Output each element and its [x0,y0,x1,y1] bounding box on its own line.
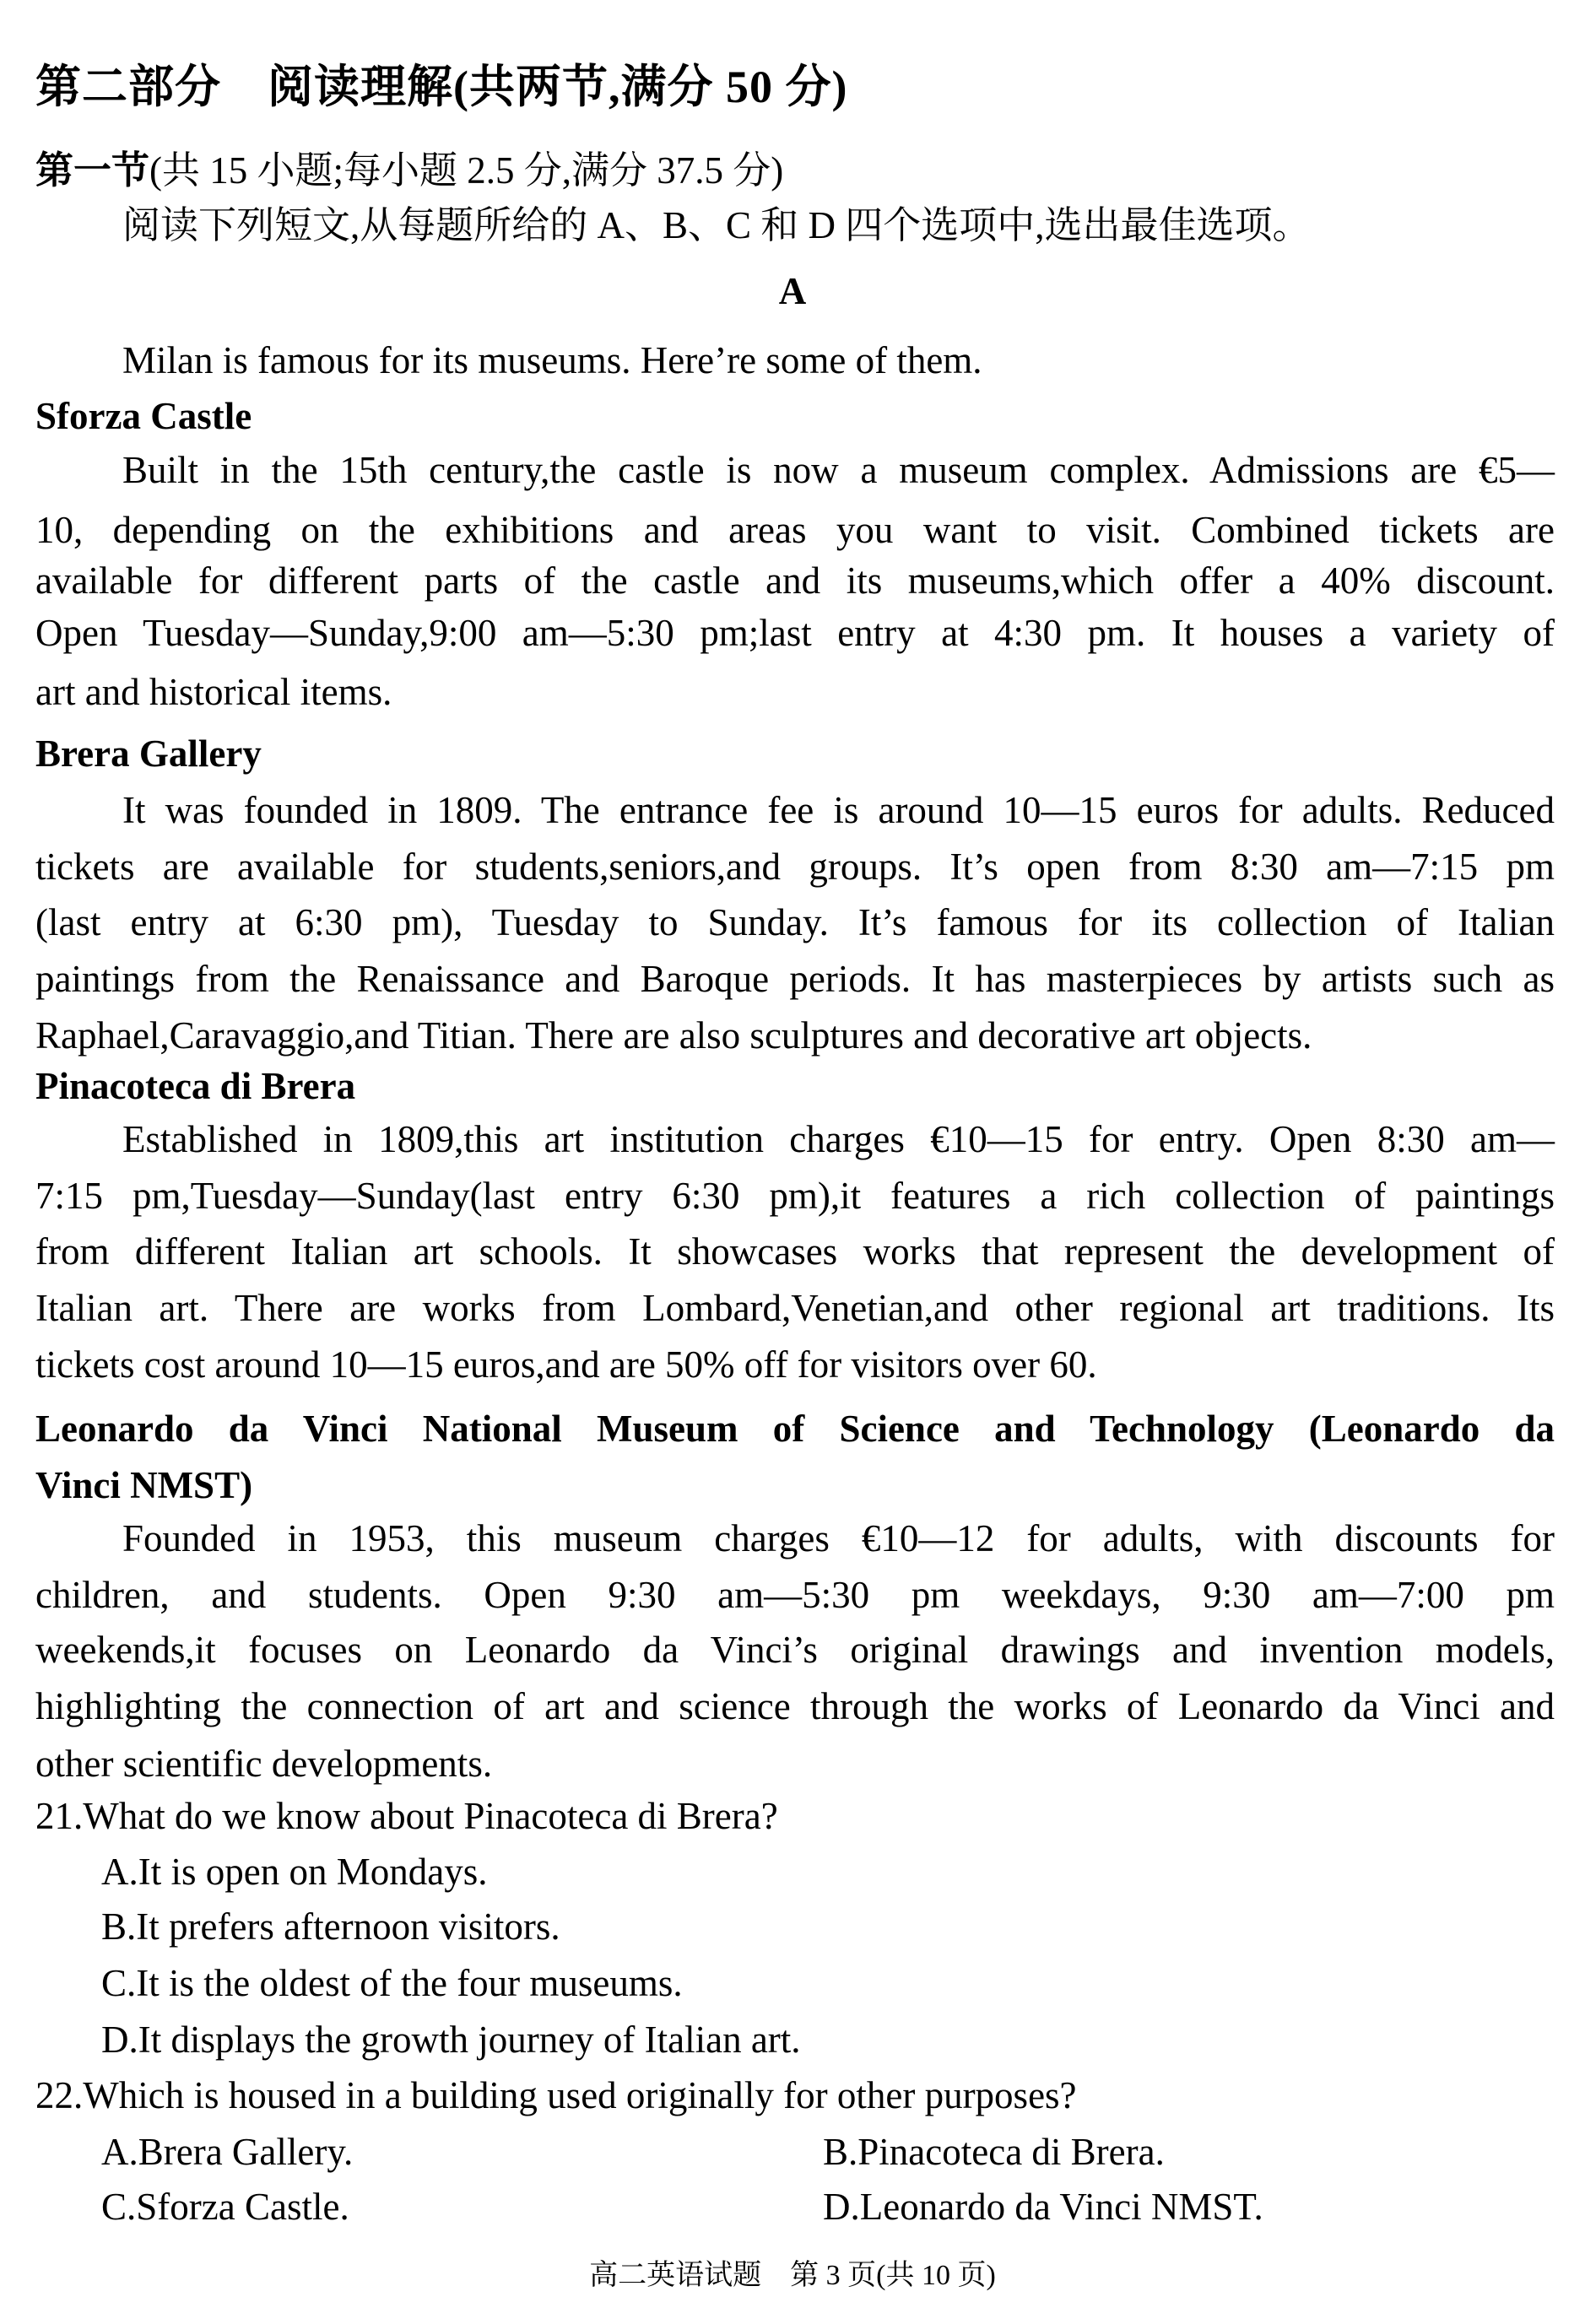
paragraph-line: art and historical items. [35,671,392,713]
paragraph-line: Open Tuesday—Sunday,9:00 am—5:30 pm;last entry at 4:30 pm. It houses a variety of [35,612,1555,654]
question-number: 22. [35,2074,84,2116]
museum-heading-sforza: Sforza Castle [35,395,252,437]
option-label: C. [101,2186,137,2228]
paragraph-line: from different Italian art schools. It showcases works that represent the development of [35,1230,1555,1273]
instruction: 阅读下列短文,从每题所给的 A、B、C 和 D 四个选项中,选出最佳选项。 [122,204,1311,246]
paragraph-line: other scientific developments. [35,1743,493,1785]
option-text: It is the oldest of the four museums. [136,1962,683,2004]
paragraph-line: It was founded in 1809. The entrance fee is around 10—15 euros for adults. Reduced [122,789,1555,831]
museum-heading-leonardo: Leonardo da Vinci National Museum of Science and Technology (Leonardo da [35,1408,1555,1450]
paragraph-line: 10, depending on the exhibitions and areas you want to visit. Combined tickets are [35,509,1555,551]
option-21-b[interactable] [101,1899,1585,1954]
paragraph-line: children, and students. Open 9:30 am—5:30 pm weekdays, 9:30 am—7:00 pm [35,1574,1555,1616]
option-label: A. [101,1851,138,1893]
question-21 [35,1788,1555,1844]
option-text: It prefers afternoon visitors. [136,1905,560,1948]
paragraph-line: (last entry at 6:30 pm), Tuesday to Sunday. It’s famous for its collection of Italian [35,901,1555,943]
option-text: It displays the growth journey of Italian art. [138,2019,801,2061]
section-heading [35,143,1555,198]
question-text: Which is housed in a building used originally for other purposes? [83,2074,1077,2116]
paragraph-line: tickets cost around 10—15 euros,and are 50% off for visitors over 60. [35,1343,1097,1386]
paragraph-line: tickets are available for students,seniors,and groups. It’s open from 8:30 am—7:15 pm [35,846,1555,888]
section-detail: (共 15 小题;每小题 2.5 分,满分 37.5 分) [149,149,784,192]
museum-heading-pinacoteca: Pinacoteca di Brera [35,1065,356,1107]
option-21-a[interactable] [101,1844,1585,1900]
paragraph-line: 7:15 pm,Tuesday—Sunday(last entry 6:30 pm),it features a rich collection of paintings [35,1175,1555,1217]
paragraph-line: weekends,it focuses on Leonardo da Vinci’s original drawings and invention models, [35,1629,1555,1671]
question-22 [35,2067,1555,2123]
question-text: What do we know about Pinacoteca di Brera? [83,1795,778,1837]
paragraph-line: highlighting the connection of art and science through the works of Leonardo da Vinci and [35,1685,1555,1727]
section-label: 第一节 [35,149,150,192]
option-text: It is open on Mondays. [138,1851,488,1893]
option-label: C. [101,1962,137,2004]
paragraph-line: available for different parts of the castle and its museums,which offer a 40% discount. [35,559,1555,602]
option-label: B. [101,1905,137,1948]
paragraph-line: Founded in 1953, this museum charges €10—12 for adults, with discounts for [122,1517,1555,1559]
paragraph-line: Established in 1809,this art institution charges €10—15 for entry. Open 8:30 am— [122,1118,1555,1160]
option-text: Sforza Castle. [136,2186,349,2228]
option-22-c[interactable] [101,2179,776,2235]
paragraph-line: Raphael,Caravaggio,and Titian. There are also sculptures and decorative art objects. [35,1014,1312,1057]
paragraph-line: Built in the 15th century,the castle is now a museum complex. Admissions are €5— [122,449,1555,491]
option-text: Brera Gallery. [138,2131,354,2173]
part-title: 第二部分 阅读理解(共两节,满分 50 分) [35,62,848,112]
option-22-d[interactable] [823,2179,1549,2235]
option-22-a[interactable] [101,2124,776,2180]
option-text: Leonardo da Vinci NMST. [859,2186,1263,2228]
page-footer: 高二英语试题 第 3 页(共 10 页) [589,2260,996,2291]
option-21-d[interactable] [101,2012,1585,2067]
option-21-c[interactable] [101,1955,1585,2011]
option-label: D. [101,2019,138,2061]
passage-intro: Milan is famous for its museums. Here’re some of them. [122,339,982,381]
passage-letter: A [778,270,807,312]
paragraph-line: Italian art. There are works from Lombard,Venetian,and other regional art traditions. Its [35,1287,1555,1329]
option-22-b[interactable] [823,2124,1549,2180]
paragraph-line: paintings from the Renaissance and Baroque periods. It has masterpieces by artists such as [35,958,1555,1000]
option-label: D. [823,2186,860,2228]
option-label: B. [823,2131,858,2173]
museum-heading-leonardo-cont: Vinci NMST) [35,1464,253,1506]
option-label: A. [101,2131,138,2173]
question-number: 21. [35,1795,84,1837]
museum-heading-brera-gallery: Brera Gallery [35,732,262,775]
option-text: Pinacoteca di Brera. [857,2131,1165,2173]
